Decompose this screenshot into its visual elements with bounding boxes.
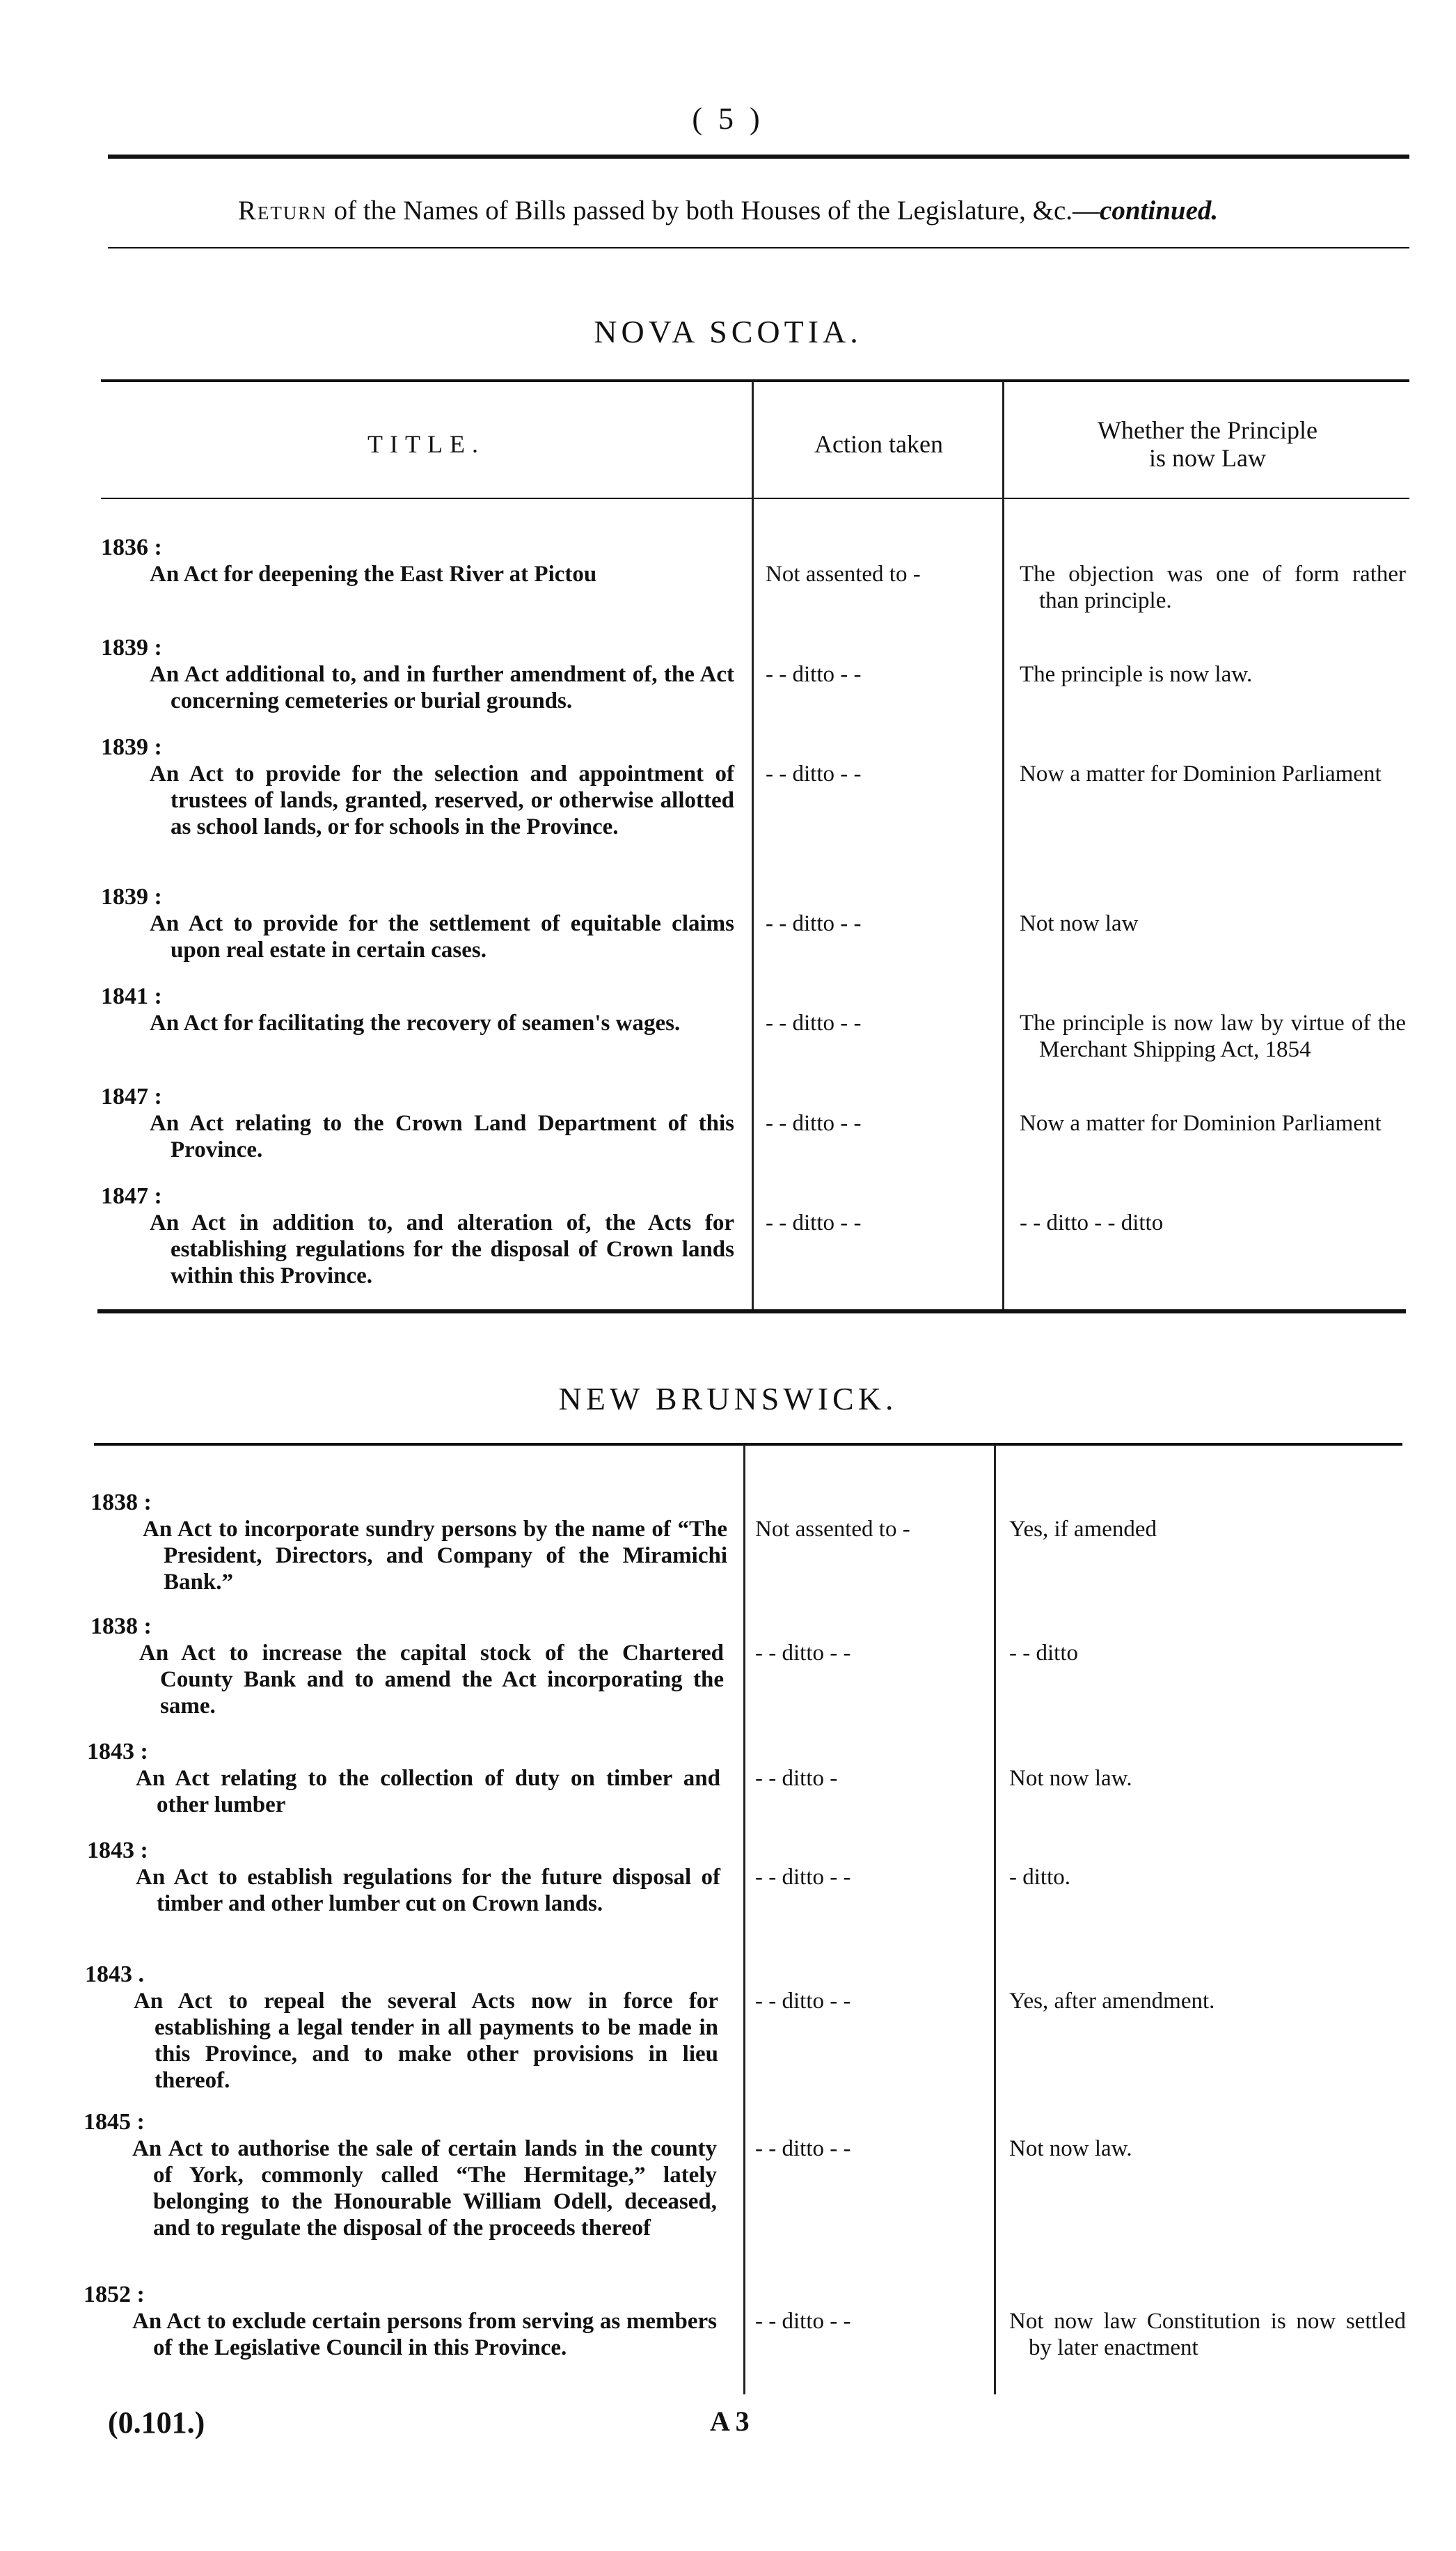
heading-rule <box>108 247 1409 248</box>
row-action: - - ditto - - <box>766 911 862 936</box>
row-act-title: An Act to provide for the settlement of equitable claims upon real estate in certain cases. <box>150 911 734 963</box>
row-principle-status: Not now law Constitution is now settled by later enactment <box>1009 2309 1406 2360</box>
heading-lead: Return <box>237 196 327 226</box>
row-action: - - ditto - - <box>755 1641 851 1666</box>
row-act-title: An Act to provide for the selection and appointment of trustees of lands, granted, reserved, or otherwise allotted as school lands, or for schools in the Province. <box>150 761 734 839</box>
row-principle-status: The principle is now law. <box>1020 662 1253 687</box>
nb-column-divider-2 <box>994 1445 996 2394</box>
column-header-principle-line1: Whether the Principle <box>1098 416 1317 444</box>
row-year: 1847 : <box>101 1084 162 1109</box>
row-act-title: An Act to incorporate sundry persons by the name of “The President, Directors, and Company of the Miramichi Bank.” <box>143 1517 727 1595</box>
row-principle-status: Not now law <box>1020 911 1139 936</box>
row-principle-status: Yes, if amended <box>1009 1517 1157 1542</box>
row-year: 1847 : <box>101 1183 162 1209</box>
row-action: - - ditto - - <box>755 1989 851 2014</box>
row-year: 1839 : <box>101 734 162 760</box>
row-principle-status: - - ditto - - ditto <box>1020 1210 1164 1235</box>
ns-column-divider-1 <box>752 381 754 1309</box>
section-title-new-brunswick: NEW BRUNSWICK. <box>558 1381 898 1416</box>
row-year: 1843 : <box>87 1739 148 1764</box>
row-year: 1839 : <box>101 635 162 661</box>
row-action: - - ditto - - <box>755 1865 851 1890</box>
row-action: - - ditto - <box>755 1766 838 1791</box>
ns-table-top-rule <box>101 379 1409 382</box>
row-act-title: An Act relating to the Crown Land Department of this Province. <box>150 1111 734 1162</box>
ns-column-divider-2 <box>1002 381 1004 1309</box>
row-act-title: An Act for deepening the East River at Pictou <box>150 562 597 587</box>
row-principle-status: The objection was one of form rather than principle. <box>1020 562 1406 613</box>
nb-table-top-rule <box>94 1443 1402 1446</box>
row-principle-status: Now a matter for Dominion Parliament <box>1020 1111 1382 1136</box>
top-rule <box>108 155 1409 159</box>
row-act-title: An Act to exclude certain persons from serving as members of the Legislative Council in this Province. <box>132 2309 717 2360</box>
row-year: 1838 : <box>90 1490 152 1515</box>
row-action: - - ditto - - <box>766 1011 862 1036</box>
column-header-title: TITLE. <box>367 430 485 458</box>
row-action: - - ditto - - <box>766 1111 862 1136</box>
row-year: 1838 : <box>90 1613 152 1639</box>
row-year: 1845 : <box>84 2109 145 2135</box>
row-principle-status: Not now law. <box>1009 1766 1132 1791</box>
column-header-principle <box>1006 416 1409 472</box>
ns-table-bottom-rule <box>97 1309 1406 1313</box>
row-act-title: An Act in addition to, and alteration of, the Acts for establishing regulations for the disposal of Crown lands within this Province. <box>150 1210 734 1288</box>
row-act-title: An Act additional to, and in further amendment of, the Act concerning cemeteries or burial grounds. <box>150 662 734 713</box>
footer-signature-mark: A 3 <box>710 2406 750 2437</box>
row-action: - - ditto - - <box>755 2136 851 2161</box>
row-action: Not assented to - <box>755 1517 910 1542</box>
column-header-principle-line2: is now Law <box>1149 444 1266 472</box>
column-header-action: Action taken <box>814 430 943 458</box>
row-action: - - ditto - - <box>766 662 862 687</box>
row-principle-status: Not now law. <box>1009 2136 1132 2161</box>
row-year: 1839 : <box>101 884 162 910</box>
row-principle-status: - ditto. <box>1009 1865 1070 1890</box>
row-year: 1843 . <box>85 1961 144 1987</box>
row-action: - - ditto - - <box>755 2309 851 2334</box>
heading-text: of the Names of Bills passed by both Houses of the Legislature, &c.— <box>326 196 1100 226</box>
row-act-title: An Act to establish regulations for the future disposal of timber and other lumber cut on Crown lands. <box>136 1865 720 1916</box>
row-action: - - ditto - - <box>766 761 862 787</box>
ns-header-rule <box>101 498 1409 499</box>
row-act-title: An Act to increase the capital stock of the Chartered County Bank and to amend the Act incorporating the same. <box>139 1641 724 1719</box>
row-year: 1841 : <box>101 984 162 1009</box>
row-year: 1836 : <box>101 535 162 560</box>
row-action: Not assented to - <box>766 562 921 587</box>
row-action: - - ditto - - <box>766 1210 862 1235</box>
page-number: ( 5 ) <box>692 102 764 136</box>
row-year: 1852 : <box>84 2282 145 2307</box>
row-act-title: An Act for facilitating the recovery of seamen's wages. <box>150 1011 681 1036</box>
row-principle-status: - - ditto <box>1009 1641 1078 1666</box>
row-principle-status: Now a matter for Dominion Parliament <box>1020 761 1382 787</box>
row-act-title: An Act relating to the collection of duty on timber and other lumber <box>136 1766 720 1817</box>
row-act-title: An Act to authorise the sale of certain lands in the county of York, commonly called “The Hermitage,” lately belonging to the Honourable William Odell, deceased, and to regulate the disposal of the proceeds thereof <box>132 2136 717 2241</box>
row-principle-status: Yes, after amendment. <box>1009 1989 1215 2014</box>
heading-continued: continued. <box>1100 196 1219 226</box>
row-year: 1843 : <box>87 1838 148 1863</box>
nb-column-divider-1 <box>743 1445 745 2394</box>
page-heading <box>0 195 1456 226</box>
row-principle-status: The principle is now law by virtue of the Merchant Shipping Act, 1854 <box>1020 1011 1406 1062</box>
footer-document-code: (0.101.) <box>108 2406 205 2440</box>
row-act-title: An Act to repeal the several Acts now in force for establishing a legal tender in all payments to be made in this Province, and to make other provisions in lieu thereof. <box>134 1989 718 2093</box>
section-title-nova-scotia: NOVA SCOTIA. <box>594 314 862 349</box>
